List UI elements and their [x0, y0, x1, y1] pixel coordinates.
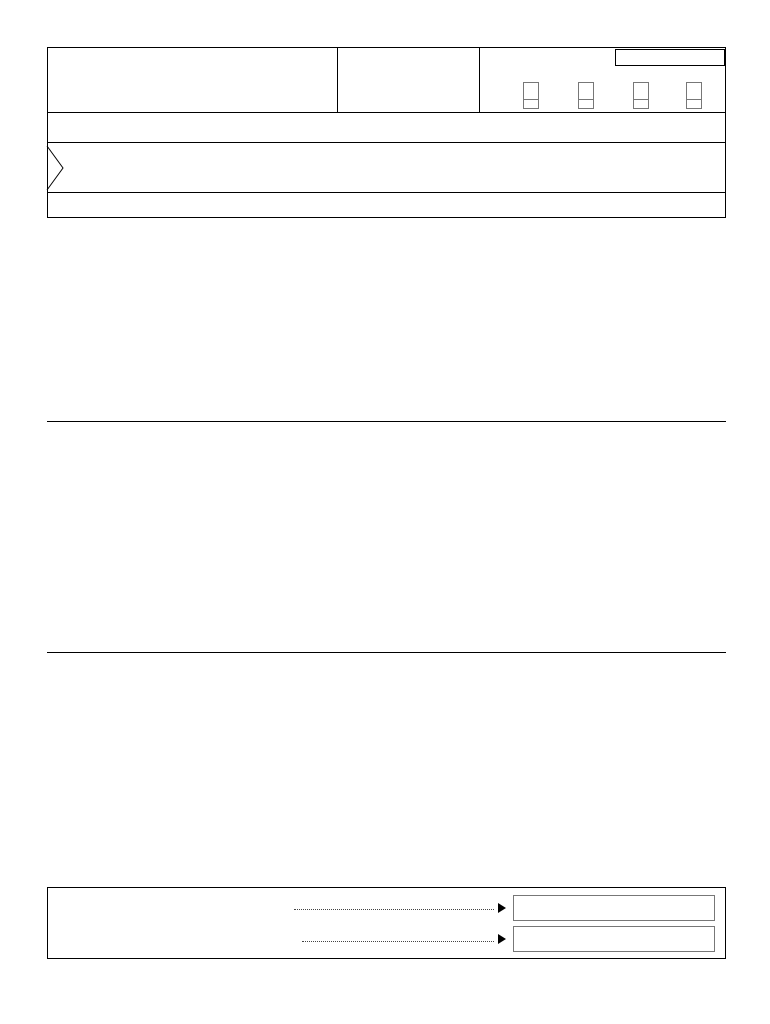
subtotal-arrow-icon [497, 902, 507, 914]
line-21-checkbox[interactable] [686, 98, 702, 109]
page-box [615, 49, 725, 66]
total-arrow-icon [497, 933, 507, 945]
total-field[interactable] [513, 926, 715, 952]
line-20a-checkbox[interactable] [523, 98, 539, 109]
line-20c-checkbox[interactable] [633, 98, 649, 109]
subtotal-field[interactable] [513, 895, 715, 921]
line-20b-checkbox[interactable] [578, 98, 594, 109]
committee-bracket [45, 144, 67, 194]
